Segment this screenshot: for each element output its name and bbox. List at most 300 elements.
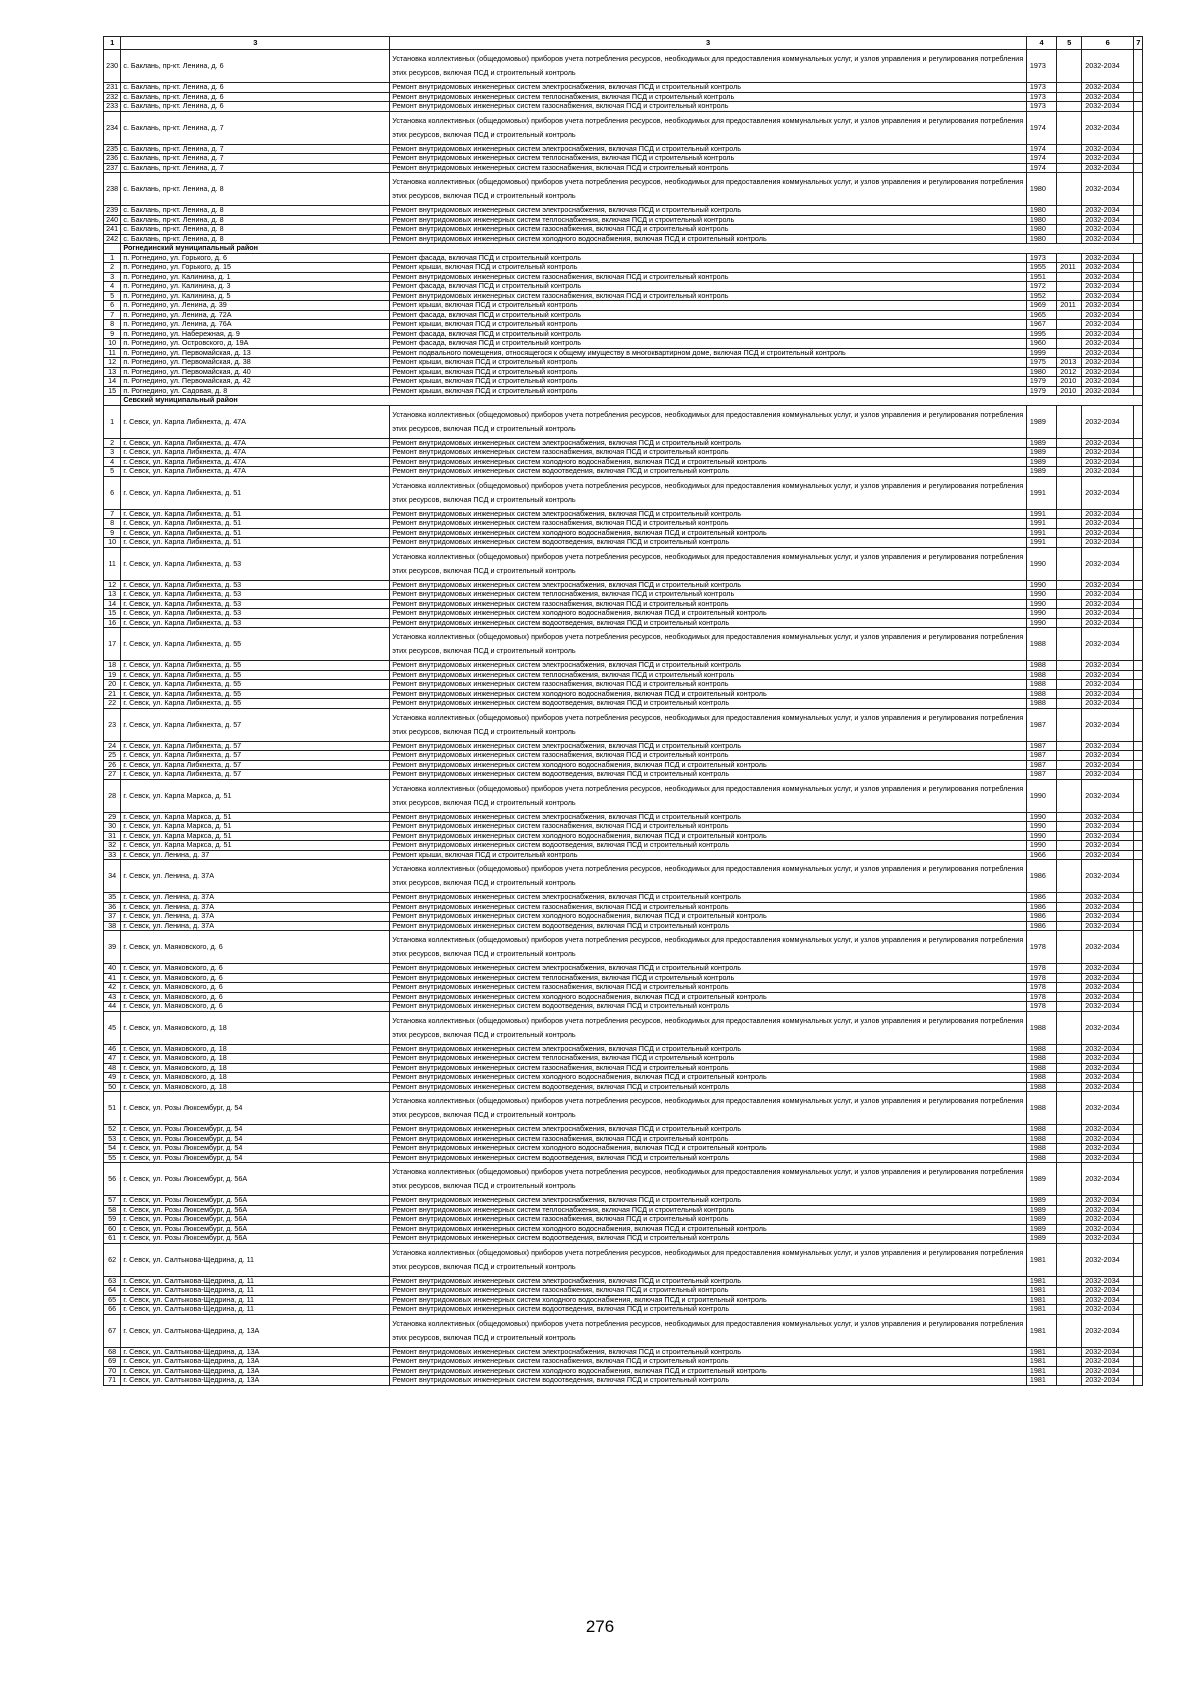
- build-year-cell: 1990: [1026, 831, 1056, 841]
- build-year-cell: 1974: [1026, 163, 1056, 173]
- table-row: [104, 519, 1143, 529]
- address-cell: г. Севск, ул. Карла Либкнехта, д. 57: [121, 741, 390, 751]
- period-cell: 2032-2034: [1082, 528, 1134, 538]
- build-year-cell: 1973: [1026, 92, 1056, 102]
- work-type-cell: Установка коллективных (общедомовых) приборов учета потребления ресурсов, необходимых для предоставления коммунальных услуг, и узлов управления и регулирования потребления этих ресурсов, включая ПСД и строительный контроль: [390, 1243, 1027, 1276]
- period-cell: 2032-2034: [1082, 163, 1134, 173]
- address-cell: п. Рогнедино, ул. Горького, д. 6: [121, 253, 390, 263]
- last-repair-year-cell: [1057, 760, 1082, 770]
- period-cell: 2032-2034: [1082, 291, 1134, 301]
- row-number: 43: [104, 992, 121, 1002]
- build-year-cell: 1989: [1026, 438, 1056, 448]
- table-row: [104, 1295, 1143, 1305]
- work-type-cell: Установка коллективных (общедомовых) приборов учета потребления ресурсов, необходимых для предоставления коммунальных услуг, и узлов управления и регулирования потребления этих ресурсов, включая ПСД и строительный контроль: [390, 628, 1027, 661]
- build-year-cell: 1987: [1026, 708, 1056, 741]
- period-cell: 2032-2034: [1082, 822, 1134, 832]
- build-year-cell: 1980: [1026, 215, 1056, 225]
- last-repair-year-cell: [1057, 964, 1082, 974]
- work-type-cell: Установка коллективных (общедомовых) приборов учета потребления ресурсов, необходимых для предоставления коммунальных услуг, и узлов управления и регулирования потребления этих ресурсов, включая ПСД и строительный контроль: [390, 50, 1027, 83]
- col7-cell: [1134, 1054, 1143, 1064]
- build-year-cell: 1960: [1026, 339, 1056, 349]
- work-type-cell: Установка коллективных (общедомовых) приборов учета потребления ресурсов, необходимых для предоставления коммунальных услуг, и узлов управления и регулирования потребления этих ресурсов, включая ПСД и строительный контроль: [390, 1314, 1027, 1347]
- work-type-cell: Ремонт внутридомовых инженерных систем газоснабжения, включая ПСД и строительный контроль: [390, 1063, 1027, 1073]
- col7-cell: [1134, 547, 1143, 580]
- col7-cell: [1134, 1205, 1143, 1215]
- last-repair-year-cell: [1057, 699, 1082, 709]
- table-row: [104, 377, 1143, 387]
- work-type-cell: Ремонт внутридомовых инженерных систем теплоснабжения, включая ПСД и строительный контроль: [390, 1205, 1027, 1215]
- work-type-cell: Ремонт внутридомовых инженерных систем теплоснабжения, включая ПСД и строительный контроль: [390, 1054, 1027, 1064]
- row-number: 12: [104, 580, 121, 590]
- row-number: 33: [104, 850, 121, 860]
- last-repair-year-cell: [1057, 1002, 1082, 1012]
- build-year-cell: 1988: [1026, 680, 1056, 690]
- col7-cell: [1134, 1286, 1143, 1296]
- last-repair-year-cell: [1057, 1205, 1082, 1215]
- period-cell: 2032-2034: [1082, 1082, 1134, 1092]
- col7-cell: [1134, 779, 1143, 812]
- period-cell: 2032-2034: [1082, 841, 1134, 851]
- table-row: [104, 609, 1143, 619]
- work-type-cell: Ремонт внутридомовых инженерных систем электроснабжения, включая ПСД и строительный контроль: [390, 893, 1027, 903]
- table-row: [104, 770, 1143, 780]
- section-title: Рогнединский муниципальный район: [121, 244, 1143, 254]
- work-type-cell: Установка коллективных (общедомовых) приборов учета потребления ресурсов, необходимых для предоставления коммунальных услуг, и узлов управления и регулирования потребления этих ресурсов, включая ПСД и строительный контроль: [390, 708, 1027, 741]
- table-row: [104, 467, 1143, 477]
- build-year-cell: 1989: [1026, 457, 1056, 467]
- period-cell: 2032-2034: [1082, 1224, 1134, 1234]
- table-row: [104, 253, 1143, 263]
- last-repair-year-cell: [1057, 1314, 1082, 1347]
- table-row: [104, 310, 1143, 320]
- col7-cell: [1134, 528, 1143, 538]
- col7-cell: [1134, 760, 1143, 770]
- address-cell: г. Севск, ул. Ленина, д. 37А: [121, 902, 390, 912]
- col7-cell: [1134, 741, 1143, 751]
- work-type-cell: Установка коллективных (общедомовых) приборов учета потребления ресурсов, необходимых для предоставления коммунальных услуг, и узлов управления и регулирования потребления этих ресурсов, включая ПСД и строительный контроль: [390, 779, 1027, 812]
- last-repair-year-cell: [1057, 348, 1082, 358]
- last-repair-year-cell: [1057, 438, 1082, 448]
- table-row: [104, 618, 1143, 628]
- col7-cell: [1134, 1305, 1143, 1315]
- build-year-cell: 1987: [1026, 751, 1056, 761]
- work-type-cell: Ремонт фасада, включая ПСД и строительный контроль: [390, 282, 1027, 292]
- address-cell: п. Рогнедино, ул. Ленина, д. 39: [121, 301, 390, 311]
- work-type-cell: Ремонт внутридомовых инженерных систем водоотведения, включая ПСД и строительный контроль: [390, 1234, 1027, 1244]
- last-repair-year-cell: [1057, 902, 1082, 912]
- work-type-cell: Ремонт внутридомовых инженерных систем электроснабжения, включая ПСД и строительный контроль: [390, 206, 1027, 216]
- address-cell: г. Севск, ул. Салтыкова-Щедрина, д. 13А: [121, 1376, 390, 1386]
- build-year-cell: 1988: [1026, 1073, 1056, 1083]
- last-repair-year-cell: [1057, 1276, 1082, 1286]
- work-type-cell: Ремонт внутридомовых инженерных систем холодного водоснабжения, включая ПСД и строительный контроль: [390, 831, 1027, 841]
- row-number: 8: [104, 519, 121, 529]
- work-type-cell: Установка коллективных (общедомовых) приборов учета потребления ресурсов, необходимых для предоставления коммунальных услуг, и узлов управления и регулирования потребления этих ресурсов, включая ПСД и строительный контроль: [390, 405, 1027, 438]
- build-year-cell: 1988: [1026, 661, 1056, 671]
- address-cell: г. Севск, ул. Карла Либкнехта, д. 51: [121, 519, 390, 529]
- address-cell: г. Севск, ул. Карла Либкнехта, д. 47А: [121, 448, 390, 458]
- col7-cell: [1134, 599, 1143, 609]
- work-type-cell: Ремонт внутридомовых инженерных систем холодного водоснабжения, включая ПСД и строительный контроль: [390, 689, 1027, 699]
- row-number: 235: [104, 144, 121, 154]
- work-type-cell: Ремонт внутридомовых инженерных систем газоснабжения, включая ПСД и строительный контроль: [390, 599, 1027, 609]
- build-year-cell: 1986: [1026, 912, 1056, 922]
- build-year-cell: 1988: [1026, 1054, 1056, 1064]
- row-number: 15: [104, 386, 121, 396]
- build-year-cell: 1989: [1026, 1163, 1056, 1196]
- address-cell: г. Севск, ул. Карла Маркса, д. 51: [121, 812, 390, 822]
- table-row: [104, 973, 1143, 983]
- period-cell: 2032-2034: [1082, 1011, 1134, 1044]
- work-type-cell: Ремонт внутридомовых инженерных систем водоотведения, включая ПСД и строительный контроль: [390, 841, 1027, 851]
- col7-cell: [1134, 310, 1143, 320]
- address-cell: г. Севск, ул. Маяковского, д. 18: [121, 1054, 390, 1064]
- build-year-cell: 1990: [1026, 599, 1056, 609]
- last-repair-year-cell: [1057, 609, 1082, 619]
- period-cell: 2032-2034: [1082, 1276, 1134, 1286]
- col7-cell: [1134, 476, 1143, 509]
- row-number: 232: [104, 92, 121, 102]
- col7-cell: [1134, 680, 1143, 690]
- build-year-cell: 1988: [1026, 1134, 1056, 1144]
- period-cell: 2032-2034: [1082, 1054, 1134, 1064]
- build-year-cell: 1990: [1026, 609, 1056, 619]
- address-cell: г. Севск, ул. Карла Либкнехта, д. 51: [121, 528, 390, 538]
- period-cell: 2032-2034: [1082, 386, 1134, 396]
- col7-cell: [1134, 931, 1143, 964]
- period-cell: 2032-2034: [1082, 670, 1134, 680]
- last-repair-year-cell: [1057, 457, 1082, 467]
- address-cell: г. Севск, ул. Карла Либкнехта, д. 51: [121, 476, 390, 509]
- address-cell: г. Севск, ул. Салтыкова-Щедрина, д. 11: [121, 1295, 390, 1305]
- last-repair-year-cell: [1057, 144, 1082, 154]
- col7-cell: [1134, 831, 1143, 841]
- last-repair-year-cell: [1057, 1073, 1082, 1083]
- table-row: [104, 215, 1143, 225]
- table-row: [104, 893, 1143, 903]
- last-repair-year-cell: [1057, 812, 1082, 822]
- build-year-cell: 1991: [1026, 509, 1056, 519]
- row-number: 13: [104, 367, 121, 377]
- table-row: [104, 1215, 1143, 1225]
- last-repair-year-cell: [1057, 912, 1082, 922]
- last-repair-year-cell: [1057, 519, 1082, 529]
- work-type-cell: Ремонт крыши, включая ПСД и строительный контроль: [390, 850, 1027, 860]
- row-number: 67: [104, 1314, 121, 1347]
- address-cell: п. Рогнедино, ул. Первомайская, д. 42: [121, 377, 390, 387]
- table-row: [104, 1305, 1143, 1315]
- col-header-work-type: 3: [390, 37, 1027, 50]
- build-year-cell: 1986: [1026, 902, 1056, 912]
- col7-cell: [1134, 509, 1143, 519]
- row-number: 66: [104, 1305, 121, 1315]
- period-cell: 2032-2034: [1082, 263, 1134, 273]
- last-repair-year-cell: [1057, 831, 1082, 841]
- build-year-cell: 1967: [1026, 320, 1056, 330]
- col7-cell: [1134, 339, 1143, 349]
- table-row: [104, 225, 1143, 235]
- build-year-cell: 1974: [1026, 154, 1056, 164]
- address-cell: г. Севск, ул. Розы Люксембург, д. 54: [121, 1092, 390, 1125]
- period-cell: 2032-2034: [1082, 850, 1134, 860]
- col7-cell: [1134, 102, 1143, 112]
- build-year-cell: 1975: [1026, 358, 1056, 368]
- build-year-cell: 1990: [1026, 841, 1056, 851]
- build-year-cell: 1973: [1026, 50, 1056, 83]
- address-cell: с. Баклань, пр-кт. Ленина, д. 6: [121, 102, 390, 112]
- period-cell: 2032-2034: [1082, 272, 1134, 282]
- last-repair-year-cell: [1057, 921, 1082, 931]
- last-repair-year-cell: [1057, 973, 1082, 983]
- col7-cell: [1134, 1134, 1143, 1144]
- row-number: 234: [104, 111, 121, 144]
- period-cell: 2032-2034: [1082, 1044, 1134, 1054]
- row-number: [104, 396, 121, 406]
- period-cell: 2032-2034: [1082, 921, 1134, 931]
- address-cell: г. Севск, ул. Ленина, д. 37А: [121, 893, 390, 903]
- col7-cell: [1134, 386, 1143, 396]
- work-type-cell: Ремонт внутридомовых инженерных систем газоснабжения, включая ПСД и строительный контроль: [390, 448, 1027, 458]
- address-cell: г. Севск, ул. Маяковского, д. 18: [121, 1044, 390, 1054]
- period-cell: 2032-2034: [1082, 547, 1134, 580]
- row-number: 24: [104, 741, 121, 751]
- work-type-cell: Ремонт внутридомовых инженерных систем теплоснабжения, включая ПСД и строительный контроль: [390, 973, 1027, 983]
- address-cell: г. Севск, ул. Салтыкова-Щедрина, д. 11: [121, 1276, 390, 1286]
- table-row: [104, 320, 1143, 330]
- table-row: [104, 173, 1143, 206]
- address-cell: г. Севск, ул. Розы Люксембург, д. 56А: [121, 1163, 390, 1196]
- address-cell: г. Севск, ул. Карла Либкнехта, д. 53: [121, 580, 390, 590]
- period-cell: 2032-2034: [1082, 1286, 1134, 1296]
- last-repair-year-cell: [1057, 50, 1082, 83]
- col7-cell: [1134, 850, 1143, 860]
- row-number: 26: [104, 760, 121, 770]
- col7-cell: [1134, 438, 1143, 448]
- work-type-cell: Ремонт внутридомовых инженерных систем холодного водоснабжения, включая ПСД и строительный контроль: [390, 528, 1027, 538]
- row-number: 2: [104, 438, 121, 448]
- last-repair-year-cell: [1057, 741, 1082, 751]
- col7-cell: [1134, 1125, 1143, 1135]
- address-cell: п. Рогнедино, ул. Первомайская, д. 40: [121, 367, 390, 377]
- last-repair-year-cell: [1057, 448, 1082, 458]
- work-type-cell: Ремонт внутридомовых инженерных систем газоснабжения, включая ПСД и строительный контроль: [390, 822, 1027, 832]
- col7-cell: [1134, 1144, 1143, 1154]
- section-title: Севский муниципальный район: [121, 396, 1143, 406]
- col7-cell: [1134, 1092, 1143, 1125]
- col7-cell: [1134, 144, 1143, 154]
- row-number: 16: [104, 618, 121, 628]
- address-cell: г. Севск, ул. Розы Люксембург, д. 54: [121, 1153, 390, 1163]
- table-row: [104, 1234, 1143, 1244]
- row-number: 20: [104, 680, 121, 690]
- row-number: 62: [104, 1243, 121, 1276]
- col7-cell: [1134, 841, 1143, 851]
- period-cell: 2032-2034: [1082, 1295, 1134, 1305]
- address-cell: г. Севск, ул. Салтыкова-Щедрина, д. 11: [121, 1286, 390, 1296]
- period-cell: 2032-2034: [1082, 912, 1134, 922]
- build-year-cell: 1981: [1026, 1376, 1056, 1386]
- address-cell: г. Севск, ул. Маяковского, д. 6: [121, 983, 390, 993]
- table-row: [104, 708, 1143, 741]
- work-type-cell: Ремонт крыши, включая ПСД и строительный контроль: [390, 377, 1027, 387]
- work-type-cell: Ремонт внутридомовых инженерных систем газоснабжения, включая ПСД и строительный контроль: [390, 751, 1027, 761]
- build-year-cell: 1988: [1026, 1044, 1056, 1054]
- period-cell: 2032-2034: [1082, 680, 1134, 690]
- address-cell: с. Баклань, пр-кт. Ленина, д. 8: [121, 215, 390, 225]
- work-type-cell: Ремонт внутридомовых инженерных систем газоснабжения, включая ПСД и строительный контроль: [390, 1134, 1027, 1144]
- build-year-cell: 1987: [1026, 741, 1056, 751]
- address-cell: п. Рогнедино, ул. Первомайская, д. 38: [121, 358, 390, 368]
- address-cell: с. Баклань, пр-кт. Ленина, д. 6: [121, 83, 390, 93]
- table-row: [104, 339, 1143, 349]
- row-number: 3: [104, 272, 121, 282]
- last-repair-year-cell: [1057, 822, 1082, 832]
- work-type-cell: Ремонт внутридомовых инженерных систем холодного водоснабжения, включая ПСД и строительный контроль: [390, 1073, 1027, 1083]
- table-row: [104, 272, 1143, 282]
- last-repair-year-cell: [1057, 467, 1082, 477]
- build-year-cell: 1973: [1026, 102, 1056, 112]
- document-page: [103, 36, 1143, 1386]
- row-number: 19: [104, 670, 121, 680]
- build-year-cell: 1990: [1026, 547, 1056, 580]
- work-type-cell: Ремонт внутридомовых инженерных систем водоотведения, включая ПСД и строительный контроль: [390, 538, 1027, 548]
- period-cell: 2032-2034: [1082, 1366, 1134, 1376]
- row-number: 5: [104, 467, 121, 477]
- period-cell: 2032-2034: [1082, 1134, 1134, 1144]
- last-repair-year-cell: [1057, 1243, 1082, 1276]
- address-cell: с. Баклань, пр-кт. Ленина, д. 6: [121, 50, 390, 83]
- build-year-cell: 1991: [1026, 528, 1056, 538]
- work-type-cell: Ремонт внутридомовых инженерных систем водоотведения, включая ПСД и строительный контроль: [390, 1153, 1027, 1163]
- period-cell: 2032-2034: [1082, 1092, 1134, 1125]
- work-type-cell: Ремонт внутридомовых инженерных систем водоотведения, включая ПСД и строительный контроль: [390, 1376, 1027, 1386]
- work-type-cell: Ремонт внутридомовых инженерных систем холодного водоснабжения, включая ПСД и строительный контроль: [390, 457, 1027, 467]
- col-header-period: 6: [1082, 37, 1134, 50]
- table-row: [104, 841, 1143, 851]
- row-number: 3: [104, 448, 121, 458]
- period-cell: 2032-2034: [1082, 144, 1134, 154]
- section-row: [104, 244, 1143, 254]
- address-cell: г. Севск, ул. Маяковского, д. 18: [121, 1011, 390, 1044]
- work-type-cell: Ремонт внутридомовых инженерных систем водоотведения, включая ПСД и строительный контроль: [390, 921, 1027, 931]
- address-cell: г. Севск, ул. Салтыкова-Щедрина, д. 11: [121, 1305, 390, 1315]
- row-number: 55: [104, 1153, 121, 1163]
- row-number: 22: [104, 699, 121, 709]
- build-year-cell: 1966: [1026, 850, 1056, 860]
- col7-cell: [1134, 291, 1143, 301]
- row-number: 242: [104, 234, 121, 244]
- period-cell: 2032-2034: [1082, 760, 1134, 770]
- last-repair-year-cell: [1057, 1134, 1082, 1144]
- col7-cell: [1134, 1347, 1143, 1357]
- last-repair-year-cell: [1057, 310, 1082, 320]
- build-year-cell: 1986: [1026, 893, 1056, 903]
- address-cell: г. Севск, ул. Карла Маркса, д. 51: [121, 779, 390, 812]
- section-row: [104, 396, 1143, 406]
- col7-cell: [1134, 83, 1143, 93]
- period-cell: 2032-2034: [1082, 509, 1134, 519]
- table-row: [104, 1125, 1143, 1135]
- row-number: 5: [104, 291, 121, 301]
- period-cell: 2032-2034: [1082, 628, 1134, 661]
- address-cell: с. Баклань, пр-кт. Ленина, д. 8: [121, 206, 390, 216]
- build-year-cell: 1991: [1026, 538, 1056, 548]
- col7-cell: [1134, 983, 1143, 993]
- work-type-cell: Ремонт внутридомовых инженерных систем электроснабжения, включая ПСД и строительный контроль: [390, 438, 1027, 448]
- period-cell: 2032-2034: [1082, 741, 1134, 751]
- work-type-cell: Ремонт крыши, включая ПСД и строительный контроль: [390, 367, 1027, 377]
- work-type-cell: Ремонт внутридомовых инженерных систем теплоснабжения, включая ПСД и строительный контроль: [390, 215, 1027, 225]
- period-cell: 2032-2034: [1082, 1144, 1134, 1154]
- period-cell: 2032-2034: [1082, 580, 1134, 590]
- col7-cell: [1134, 590, 1143, 600]
- col7-cell: [1134, 860, 1143, 893]
- work-type-cell: Ремонт внутридомовых инженерных систем газоснабжения, включая ПСД и строительный контроль: [390, 1286, 1027, 1296]
- last-repair-year-cell: [1057, 983, 1082, 993]
- last-repair-year-cell: [1057, 1305, 1082, 1315]
- work-type-cell: Ремонт внутридомовых инженерных систем электроснабжения, включая ПСД и строительный контроль: [390, 509, 1027, 519]
- last-repair-year-cell: [1057, 850, 1082, 860]
- col7-cell: [1134, 50, 1143, 83]
- work-type-cell: Ремонт крыши, включая ПСД и строительный контроль: [390, 358, 1027, 368]
- row-number: 45: [104, 1011, 121, 1044]
- table-row: [104, 1357, 1143, 1367]
- work-type-cell: Ремонт внутридомовых инженерных систем теплоснабжения, включая ПСД и строительный контроль: [390, 590, 1027, 600]
- address-cell: г. Севск, ул. Ленина, д. 37А: [121, 912, 390, 922]
- build-year-cell: 1987: [1026, 770, 1056, 780]
- work-type-cell: Ремонт внутридомовых инженерных систем холодного водоснабжения, включая ПСД и строительный контроль: [390, 234, 1027, 244]
- row-number: [104, 244, 121, 254]
- table-row: [104, 102, 1143, 112]
- last-repair-year-cell: [1057, 538, 1082, 548]
- table-row: [104, 1002, 1143, 1012]
- table-row: [104, 670, 1143, 680]
- last-repair-year-cell: [1057, 329, 1082, 339]
- work-type-cell: Ремонт внутридомовых инженерных систем электроснабжения, включая ПСД и строительный контроль: [390, 580, 1027, 590]
- col-header-7: 7: [1134, 37, 1143, 50]
- work-type-cell: Ремонт внутридомовых инженерных систем газоснабжения, включая ПСД и строительный контроль: [390, 1215, 1027, 1225]
- col7-cell: [1134, 111, 1143, 144]
- col7-cell: [1134, 272, 1143, 282]
- table-row: [104, 457, 1143, 467]
- build-year-cell: 1989: [1026, 1205, 1056, 1215]
- address-cell: г. Севск, ул. Карла Либкнехта, д. 51: [121, 538, 390, 548]
- build-year-cell: 1981: [1026, 1276, 1056, 1286]
- address-cell: п. Рогнедино, ул. Набережная, д. 9: [121, 329, 390, 339]
- col7-cell: [1134, 1196, 1143, 1206]
- build-year-cell: 1979: [1026, 377, 1056, 387]
- period-cell: 2032-2034: [1082, 983, 1134, 993]
- row-number: 52: [104, 1125, 121, 1135]
- table-row: [104, 831, 1143, 841]
- row-number: 56: [104, 1163, 121, 1196]
- address-cell: с. Баклань, пр-кт. Ленина, д. 8: [121, 173, 390, 206]
- table-row: [104, 751, 1143, 761]
- period-cell: 2032-2034: [1082, 770, 1134, 780]
- period-cell: 2032-2034: [1082, 931, 1134, 964]
- period-cell: 2032-2034: [1082, 339, 1134, 349]
- build-year-cell: 1978: [1026, 973, 1056, 983]
- work-type-cell: Ремонт внутридомовых инженерных систем холодного водоснабжения, включая ПСД и строительный контроль: [390, 992, 1027, 1002]
- col7-cell: [1134, 263, 1143, 273]
- build-year-cell: 1969: [1026, 301, 1056, 311]
- period-cell: 2032-2034: [1082, 1205, 1134, 1215]
- last-repair-year-cell: [1057, 1196, 1082, 1206]
- address-cell: с. Баклань, пр-кт. Ленина, д. 8: [121, 234, 390, 244]
- table-row: [104, 1366, 1143, 1376]
- col7-cell: [1134, 467, 1143, 477]
- work-type-cell: Ремонт внутридомовых инженерных систем электроснабжения, включая ПСД и строительный контроль: [390, 83, 1027, 93]
